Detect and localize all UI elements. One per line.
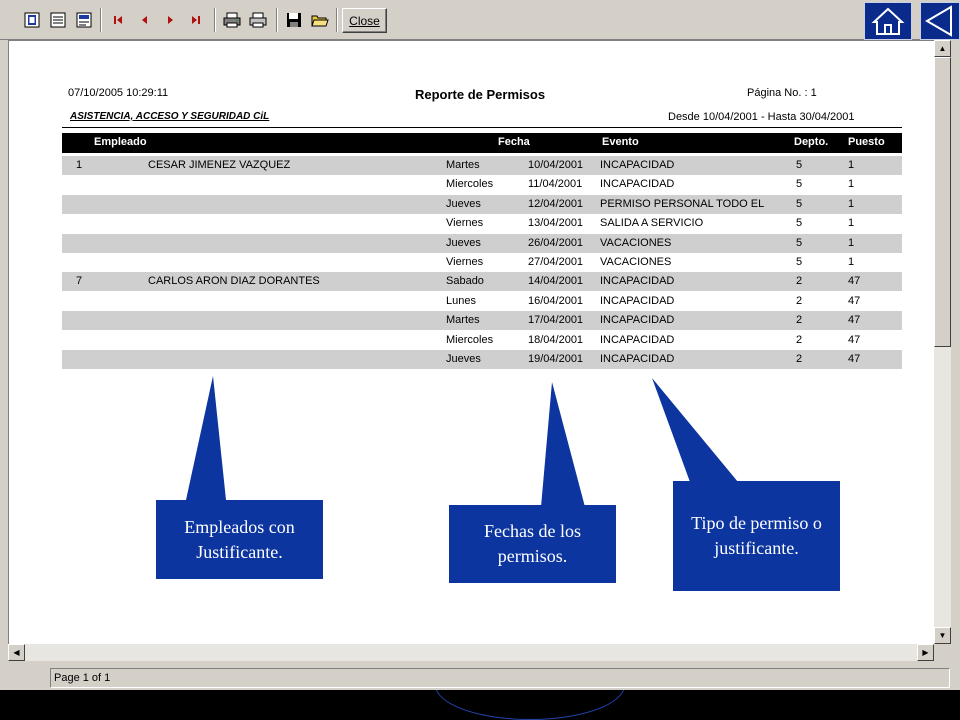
- callout-empleados: [156, 500, 323, 579]
- cell-depto: 2: [796, 353, 803, 365]
- cell-evento: INCAPACIDAD: [600, 178, 675, 191]
- last-record-icon[interactable]: [184, 8, 208, 32]
- cell-evento: VACACIONES: [600, 236, 672, 249]
- cell-dia: Lunes: [446, 294, 476, 307]
- cell-fecha: 26/04/2001: [528, 236, 584, 249]
- cell-depto: 2: [796, 314, 803, 327]
- cell-evento: INCAPACIDAD: [600, 333, 675, 346]
- cell-depto: 5: [796, 159, 803, 171]
- cell-dia: Jueves: [446, 353, 481, 365]
- table-row: [62, 311, 902, 330]
- horizontal-scrollbar[interactable]: [8, 644, 934, 661]
- back-icon: [921, 3, 959, 39]
- table-row: [62, 156, 902, 175]
- callout-fechas: [449, 505, 616, 583]
- table-row: [62, 214, 902, 233]
- callout-fechas-text: Fechas de los permisos.: [484, 521, 581, 566]
- callout-tipo: [673, 481, 840, 591]
- cell-depto: 2: [796, 294, 803, 307]
- col-empleado: Empleado: [94, 136, 147, 148]
- cell-dia: Viernes: [446, 256, 484, 268]
- cell-fecha: 12/04/2001: [528, 197, 584, 210]
- cell-dia: Jueves: [446, 236, 481, 249]
- header-rule: [62, 127, 902, 128]
- toolbar: [0, 0, 960, 40]
- cell-dia: Miercoles: [446, 178, 494, 191]
- col-evento: Evento: [602, 136, 639, 148]
- cell-dia: Martes: [446, 314, 480, 327]
- vertical-scrollbar[interactable]: [934, 40, 951, 644]
- cell-depto: 5: [796, 197, 803, 210]
- table-row: [62, 272, 902, 291]
- cell-fecha: 14/04/2001: [528, 275, 584, 288]
- cell-puesto: 1: [848, 217, 855, 230]
- company-name: ASISTENCIA, ACCESO Y SEGURIDAD CiL: [70, 111, 270, 122]
- page-number: Página No. : 1: [747, 87, 817, 99]
- table-row: [62, 253, 902, 272]
- page-indicator: Page 1 of 1: [50, 668, 950, 688]
- cell-puesto: 47: [848, 333, 861, 346]
- col-puesto: Puesto: [848, 136, 885, 148]
- save-icon[interactable]: [282, 8, 306, 32]
- cell-nombre: CARLOS ARON DIAZ DORANTES: [148, 275, 320, 288]
- close-button[interactable]: [342, 8, 387, 33]
- table-row: [62, 350, 902, 369]
- detail-view-icon[interactable]: [72, 8, 96, 32]
- cell-depto: 2: [796, 333, 803, 346]
- scroll-up-icon[interactable]: ▲: [934, 40, 951, 57]
- cell-evento: INCAPACIDAD: [600, 294, 675, 307]
- cell-depto: 5: [796, 256, 803, 268]
- cell-num: 7: [76, 275, 83, 288]
- cell-evento: INCAPACIDAD: [600, 159, 675, 171]
- cell-dia: Viernes: [446, 217, 484, 230]
- cell-fecha: 16/04/2001: [528, 294, 584, 307]
- cell-puesto: 1: [848, 197, 855, 210]
- toolbar-separator: [214, 8, 216, 32]
- cell-depto: 5: [796, 217, 803, 230]
- cell-num: 1: [76, 159, 83, 171]
- table-row: [62, 292, 902, 311]
- cell-dia: Miercoles: [446, 333, 494, 346]
- cell-evento: INCAPACIDAD: [600, 275, 675, 288]
- cell-depto: 2: [796, 275, 803, 288]
- toolbar-separator: [336, 8, 338, 32]
- date-range: Desde 10/04/2001 - Hasta 30/04/2001: [668, 111, 855, 123]
- table-row: [62, 234, 902, 253]
- scroll-right-icon[interactable]: ▶: [917, 644, 934, 661]
- cell-nombre: CESAR JIMENEZ VAZQUEZ: [148, 159, 291, 171]
- cell-puesto: 47: [848, 314, 861, 327]
- list-view-icon[interactable]: [46, 8, 70, 32]
- report-timestamp: 07/10/2005 10:29:11: [68, 87, 169, 99]
- cell-evento: VACACIONES: [600, 256, 672, 268]
- first-page-view-icon[interactable]: [20, 8, 44, 32]
- slide-footer: [0, 690, 960, 720]
- report-title: Reporte de Permisos: [415, 87, 546, 102]
- cell-fecha: 19/04/2001: [528, 353, 584, 365]
- cell-dia: Martes: [446, 159, 480, 171]
- cell-depto: 5: [796, 178, 803, 191]
- cell-puesto: 1: [848, 256, 855, 268]
- report-column-headers: [62, 133, 902, 153]
- scrollbar-thumb[interactable]: [934, 57, 951, 347]
- cell-fecha: 13/04/2001: [528, 217, 584, 230]
- scroll-down-icon[interactable]: ▼: [934, 627, 951, 644]
- toolbar-separator: [276, 8, 278, 32]
- print-setup-icon[interactable]: [220, 8, 244, 32]
- table-row: [62, 331, 902, 350]
- col-fecha: Fecha: [498, 136, 530, 148]
- status-bar: [0, 666, 960, 690]
- close-button-label: Close: [349, 13, 380, 28]
- cell-puesto: 1: [848, 178, 855, 191]
- cell-fecha: 18/04/2001: [528, 333, 584, 346]
- cell-evento: INCAPACIDAD: [600, 353, 675, 365]
- cell-evento: PERMISO PERSONAL TODO EL: [600, 197, 765, 210]
- cell-puesto: 47: [848, 275, 861, 288]
- table-row: [62, 195, 902, 214]
- back-nav-button[interactable]: [920, 2, 960, 40]
- col-depto: Depto.: [794, 136, 829, 148]
- cell-depto: 5: [796, 236, 803, 249]
- first-record-icon[interactable]: [106, 8, 130, 32]
- scroll-left-icon[interactable]: ◀: [8, 644, 25, 661]
- cell-dia: Jueves: [446, 197, 481, 210]
- cell-fecha: 11/04/2001: [528, 178, 583, 191]
- next-record-icon[interactable]: [158, 8, 182, 32]
- cell-dia: Sabado: [446, 275, 484, 288]
- cell-puesto: 47: [848, 294, 861, 307]
- cell-fecha: 27/04/2001: [528, 256, 584, 268]
- callout-tipo-text: Tipo de permiso o justificante.: [691, 513, 822, 558]
- toolbar-separator: [100, 8, 102, 32]
- table-row: [62, 175, 902, 194]
- cell-puesto: 47: [848, 353, 861, 365]
- callout-empleados-text: Empleados con Justificante.: [184, 516, 295, 562]
- cell-puesto: 1: [848, 159, 855, 171]
- open-folder-icon[interactable]: [308, 8, 332, 32]
- home-icon: [865, 3, 911, 39]
- previous-record-icon[interactable]: [132, 8, 156, 32]
- cell-puesto: 1: [848, 236, 855, 249]
- cell-evento: INCAPACIDAD: [600, 314, 675, 327]
- cell-fecha: 10/04/2001: [528, 159, 584, 171]
- cell-evento: SALIDA A SERVICIO: [600, 217, 704, 230]
- cell-fecha: 17/04/2001: [528, 314, 584, 327]
- decorative-arc: [435, 690, 625, 720]
- print-icon[interactable]: [246, 8, 270, 32]
- home-nav-button[interactable]: [864, 2, 912, 40]
